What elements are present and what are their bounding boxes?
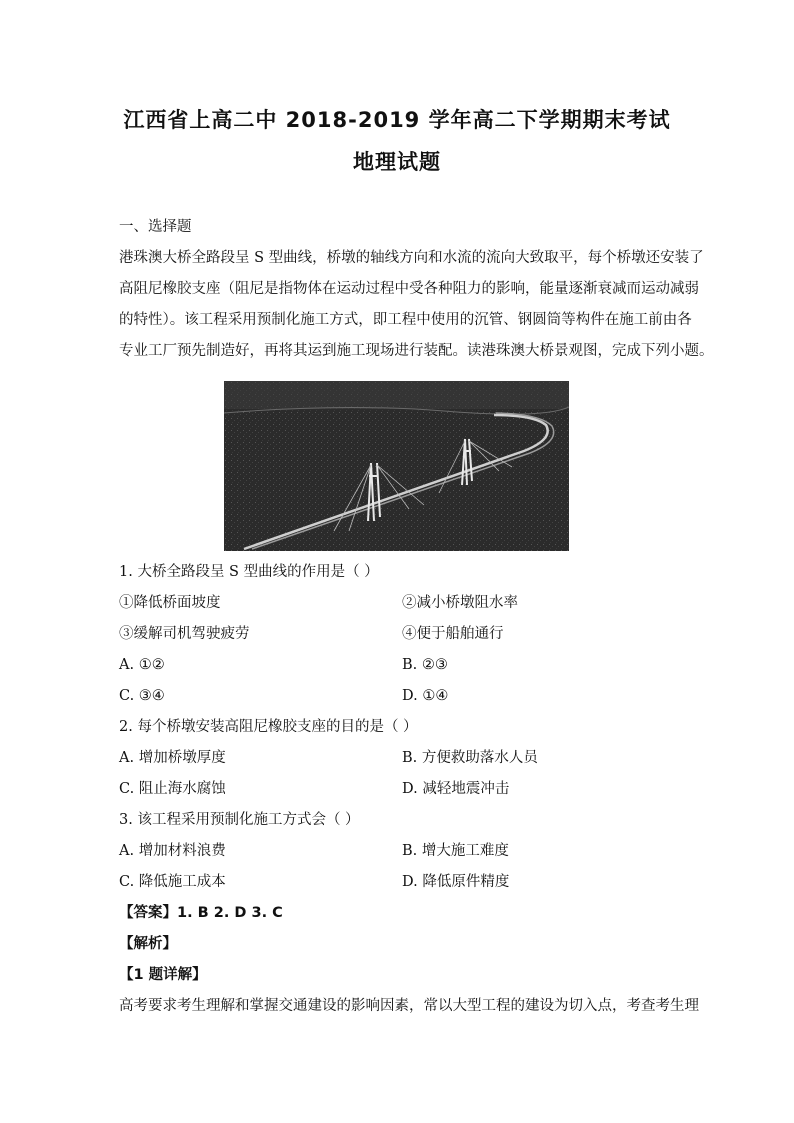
intro-line: 高阻尼橡胶支座（阻尼是指物体在运动过程中受各种阻力的影响，能量逐渐衰减而运动减弱 bbox=[119, 281, 699, 297]
detail-heading-1: 【1 题详解】 bbox=[119, 967, 207, 983]
q3-option-b: B. 增大施工难度 bbox=[402, 843, 509, 859]
q1-option-a: A. ①② bbox=[119, 657, 165, 673]
bridge-landscape-image bbox=[224, 381, 569, 551]
q3-option-d: D. 降低原件精度 bbox=[402, 874, 510, 890]
q2-option-c: C. 阻止海水腐蚀 bbox=[119, 781, 226, 797]
answer-line: 【答案】1. B 2. D 3. C bbox=[119, 905, 283, 921]
q1-option-d: D. ①④ bbox=[402, 688, 449, 704]
q1-option-b: B. ②③ bbox=[402, 657, 448, 673]
q2-option-d: D. 减轻地震冲击 bbox=[402, 781, 510, 797]
question-2-stem: 2. 每个桥墩安装高阻尼橡胶支座的目的是（ ） bbox=[119, 719, 418, 735]
question-3-stem: 3. 该工程采用预制化施工方式会（ ） bbox=[119, 812, 360, 828]
intro-line: 的特性）。该工程采用预制化施工方式，即工程中使用的沉管、钢圆筒等构件在施工前由各 bbox=[119, 312, 692, 328]
document-subtitle: 地理试题 bbox=[353, 150, 441, 174]
document-title: 江西省上高二中 2018-2019 学年高二下学期期末考试 bbox=[123, 108, 671, 132]
q1-statement-4: ④便于船舶通行 bbox=[402, 626, 504, 642]
analysis-heading: 【解析】 bbox=[119, 936, 177, 952]
q3-option-a: A. 增加材料浪费 bbox=[119, 843, 226, 859]
q3-option-c: C. 降低施工成本 bbox=[119, 874, 226, 890]
section-heading: 一、选择题 bbox=[119, 219, 192, 235]
q1-statement-1: ①降低桥面坡度 bbox=[119, 595, 221, 611]
intro-line: 专业工厂预先制造好，再将其运到施工现场进行装配。读港珠澳大桥景观图，完成下列小题。 bbox=[119, 343, 714, 359]
bridge-photo bbox=[224, 381, 569, 551]
q2-option-a: A. 增加桥墩厚度 bbox=[119, 750, 226, 766]
question-1-stem: 1. 大桥全路段呈 S 型曲线的作用是（ ） bbox=[119, 564, 379, 580]
q2-option-b: B. 方便救助落水人员 bbox=[402, 750, 538, 766]
q1-option-c: C. ③④ bbox=[119, 688, 165, 704]
intro-line: 港珠澳大桥全路段呈 S 型曲线，桥墩的轴线方向和水流的流向大致取平，每个桥墩还安装了 bbox=[119, 250, 704, 266]
q1-statement-2: ②减小桥墩阻水率 bbox=[402, 595, 518, 611]
q1-statement-3: ③缓解司机驾驶疲劳 bbox=[119, 626, 250, 642]
explanation-line: 高考要求考生理解和掌握交通建设的影响因素，常以大型工程的建设为切入点，考查考生理 bbox=[119, 998, 699, 1014]
